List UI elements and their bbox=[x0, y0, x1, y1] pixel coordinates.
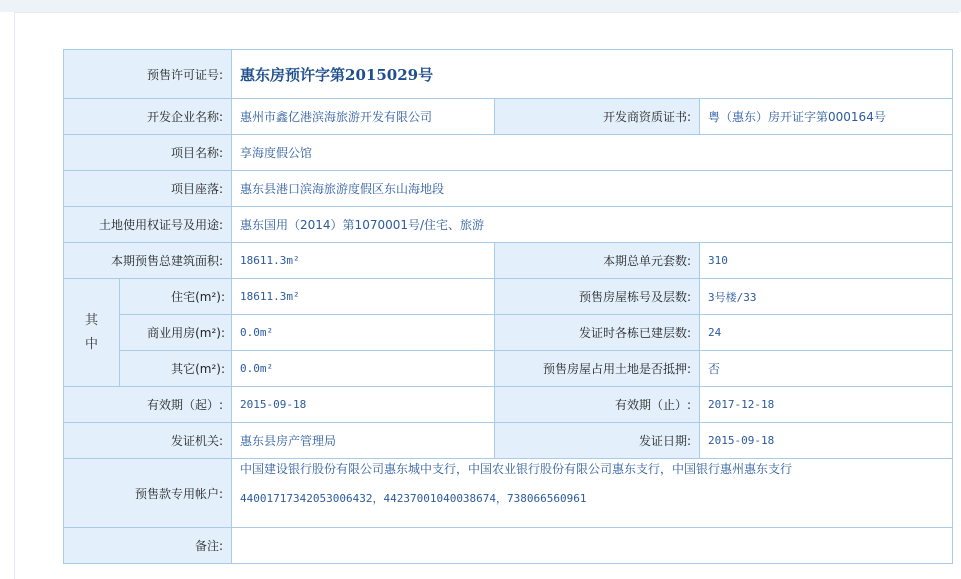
presale-permit-table bbox=[63, 49, 953, 564]
location-value: 惠东县港口滨海旅游度假区东山海地段 bbox=[232, 171, 953, 207]
residential-label: 住宅(m²): bbox=[120, 279, 232, 315]
account-numbers: 44001717342053006432，44237001040038674，738066560961 bbox=[240, 492, 587, 505]
project-name-value: 享海度假公馆 bbox=[232, 135, 953, 171]
row-land bbox=[64, 207, 953, 243]
total-area-label: 本期预售总建筑面积: bbox=[64, 243, 232, 279]
commercial-label: 商业用房(m²): bbox=[120, 315, 232, 351]
residential-value: 18611.3m² bbox=[232, 279, 495, 315]
row-other bbox=[64, 351, 953, 387]
other-value: 0.0m² bbox=[232, 351, 495, 387]
valid-from-label: 有效期（起）: bbox=[64, 387, 232, 423]
row-residential bbox=[64, 279, 953, 315]
remarks-value bbox=[232, 528, 953, 564]
account-banks: 中国建设银行股份有限公司惠东城中支行，中国农业银行股份有限公司惠东支行，中国银行惠州惠东支行 bbox=[240, 462, 793, 476]
breakdown-group-text: 其 中 bbox=[84, 312, 98, 352]
presale-license-label: 预售许可证号: bbox=[64, 50, 232, 99]
breakdown-group-label bbox=[64, 279, 120, 387]
total-area-value: 18611.3m² bbox=[232, 243, 495, 279]
authority-value: 惠东县房产管理局 bbox=[232, 423, 495, 459]
developer-value: 惠州市鑫亿港滨海旅游开发有限公司 bbox=[232, 99, 495, 135]
row-license bbox=[64, 50, 953, 99]
valid-to-label: 有效期（止）: bbox=[495, 387, 700, 423]
row-account bbox=[64, 459, 953, 528]
commercial-value: 0.0m² bbox=[232, 315, 495, 351]
built-floors-label: 发证时各栋已建层数: bbox=[495, 315, 700, 351]
top-strip bbox=[0, 0, 961, 12]
qualification-value: 粤（惠东）房开证字第000164号 bbox=[700, 99, 953, 135]
total-units-label: 本期总单元套数: bbox=[495, 243, 700, 279]
issue-date-value: 2015-09-18 bbox=[700, 423, 953, 459]
mortgage-label: 预售房屋占用土地是否抵押: bbox=[495, 351, 700, 387]
row-location bbox=[64, 171, 953, 207]
issue-date-label: 发证日期: bbox=[495, 423, 700, 459]
land-value: 惠东国用（2014）第1070001号/住宅、旅游 bbox=[232, 207, 953, 243]
presale-license-value: 惠东房预许字第2015029号 bbox=[232, 50, 953, 99]
mortgage-value: 否 bbox=[700, 351, 953, 387]
row-commercial bbox=[64, 315, 953, 351]
land-label: 土地使用权证号及用途: bbox=[64, 207, 232, 243]
authority-label: 发证机关: bbox=[64, 423, 232, 459]
row-remarks bbox=[64, 528, 953, 564]
developer-label: 开发企业名称: bbox=[64, 99, 232, 135]
qualification-label: 开发商资质证书: bbox=[495, 99, 700, 135]
total-units-value: 310 bbox=[700, 243, 953, 279]
account-value bbox=[232, 459, 953, 528]
valid-from-value: 2015-09-18 bbox=[232, 387, 495, 423]
account-label: 预售款专用帐户: bbox=[64, 459, 232, 528]
row-project-name bbox=[64, 135, 953, 171]
row-developer bbox=[64, 99, 953, 135]
row-authority bbox=[64, 423, 953, 459]
building-floors-label: 预售房屋栋号及层数: bbox=[495, 279, 700, 315]
location-label: 项目座落: bbox=[64, 171, 232, 207]
valid-to-value: 2017-12-18 bbox=[700, 387, 953, 423]
remarks-label: 备注: bbox=[64, 528, 232, 564]
building-floors-value: 3号楼/33 bbox=[700, 279, 953, 315]
other-label: 其它(m²): bbox=[120, 351, 232, 387]
row-total-area bbox=[64, 243, 953, 279]
built-floors-value: 24 bbox=[700, 315, 953, 351]
project-name-label: 项目名称: bbox=[64, 135, 232, 171]
row-valid-period bbox=[64, 387, 953, 423]
